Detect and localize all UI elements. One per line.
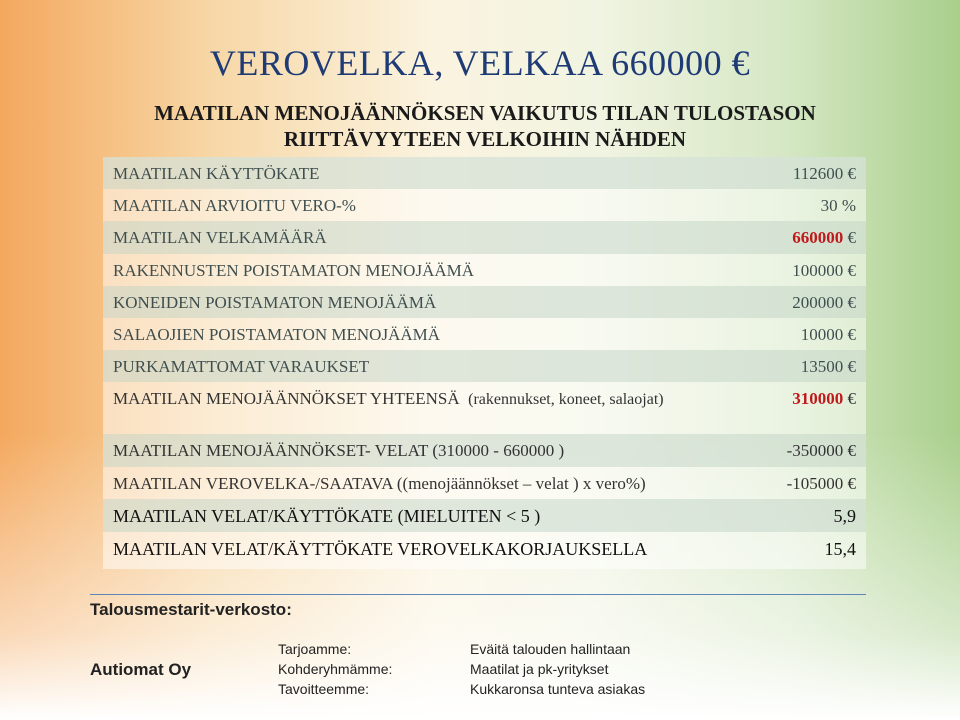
row-value: 112600 €: [792, 164, 856, 183]
row-value: 13500 €: [800, 357, 856, 376]
row-label-detail: (rakennukset, koneet, salaojat): [468, 391, 664, 408]
footer-divider: [90, 594, 866, 595]
calculation-table: [103, 157, 866, 569]
row-label: MAATILAN VELAT/KÄYTTÖKATE VEROVELKAKORJAUKSELLA: [113, 539, 648, 559]
slide-title: VEROVELKA, VELKAA 660000 €: [209, 43, 751, 83]
row-label: MAATILAN VELKAMÄÄRÄ: [113, 228, 327, 247]
table-row: [103, 532, 866, 569]
footer-values: [470, 639, 645, 699]
row-value: -350000 €: [786, 441, 856, 460]
footer-value: Kukkaronsa tunteva asiakas: [470, 681, 646, 697]
table-row: [103, 254, 866, 286]
table-row: [103, 499, 866, 532]
table-row: [103, 382, 866, 434]
table-row: [103, 318, 866, 350]
row-label: KONEIDEN POISTAMATON MENOJÄÄMÄ: [113, 293, 437, 312]
footer-label: Tarjoamme:: [278, 641, 352, 657]
row-value: 10000 €: [800, 325, 856, 344]
footer-label: Kohderyhmämme:: [278, 661, 393, 677]
slide-subtitle: [100, 100, 870, 152]
row-value: [792, 382, 856, 409]
row-label: PURKAMATTOMAT VARAUKSET: [113, 357, 370, 376]
table-row: [103, 221, 866, 254]
row-label: MAATILAN VELAT/KÄYTTÖKATE (MIELUITEN < 5 ): [113, 506, 541, 526]
value-unit: €: [843, 389, 856, 408]
row-label: MAATILAN KÄYTTÖKATE: [113, 164, 320, 183]
highlight-value: 310000: [792, 389, 844, 408]
row-value: 100000 €: [792, 261, 856, 280]
row-value: 30 %: [820, 196, 856, 215]
table-row: [103, 434, 866, 467]
highlight-value: 660000: [792, 228, 844, 247]
row-label: [113, 382, 792, 409]
subtitle-line-1: MAATILAN MENOJÄÄNNÖKSEN VAIKUTUS TILAN TULOSTASON: [154, 101, 816, 125]
table-row: [103, 286, 866, 318]
footer-value: Maatilat ja pk-yritykset: [470, 661, 609, 677]
row-label-main: MAATILAN MENOJÄÄNNÖKSET YHTEENSÄ: [113, 389, 460, 408]
table-row: [103, 157, 866, 189]
row-value: [792, 221, 856, 248]
table-row: [103, 467, 866, 499]
row-label: RAKENNUSTEN POISTAMATON MENOJÄÄMÄ: [113, 261, 475, 280]
footer-labels: [278, 639, 392, 699]
row-value: -105000 €: [786, 474, 856, 493]
row-label: MAATILAN MENOJÄÄNNÖKSET- VELAT (310000 - 660000 ): [113, 441, 565, 460]
value-unit: €: [843, 228, 856, 247]
subtitle-line-2: RIITTÄVYYTEEN VELKOIHIN NÄHDEN: [283, 127, 687, 151]
row-value: 200000 €: [792, 293, 856, 312]
row-value: 15,4: [824, 539, 856, 559]
row-label: MAATILAN VEROVELKA-/SAATAVA ((menojäännökset – velat ) x vero%): [113, 474, 646, 493]
table-row: [103, 350, 866, 382]
table-row: [103, 189, 866, 221]
row-label: MAATILAN ARVIOITU VERO-%: [113, 196, 356, 215]
footer-heading: Talousmestarit-verkosto:: [90, 600, 292, 619]
footer-value: Eväitä talouden hallintaan: [470, 641, 631, 657]
row-label: SALAOJIEN POISTAMATON MENOJÄÄMÄ: [113, 325, 441, 344]
company-name: Autiomat Oy: [90, 660, 192, 679]
footer-label: Tavoitteemme:: [278, 681, 370, 697]
row-value: 5,9: [833, 506, 856, 526]
